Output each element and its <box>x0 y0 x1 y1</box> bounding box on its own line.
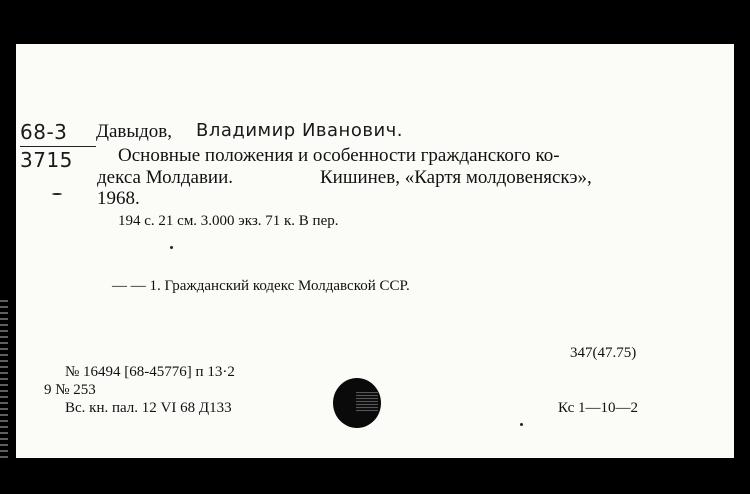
speck <box>52 193 62 195</box>
year: 1968. <box>97 188 140 209</box>
issue-number: 9 № 253 <box>44 382 96 398</box>
speck <box>170 246 173 249</box>
author-given-names-handwritten: Владимир Иванович. <box>196 120 403 141</box>
registration-line: Вс. кн. пал. 12 VI 68 Д133 <box>65 400 232 416</box>
record-number: № 16494 [68-45776] п 13·2 <box>65 364 235 380</box>
ink-blot-texture <box>356 392 378 412</box>
handwritten-shelfmark-2: 3715 <box>20 148 73 172</box>
author-surname: Давыдов, <box>96 121 173 142</box>
title-line-1: Основные положения и особенности гражданского ко- <box>118 145 560 166</box>
title-line-2: декса Молдавии. <box>97 167 234 188</box>
speck <box>520 423 523 426</box>
publisher: Кишинев, «Картя молдовеняскэ», <box>320 167 592 188</box>
shelfmark-divider <box>20 146 96 147</box>
handwritten-shelfmark-1: 68-3 <box>20 120 68 144</box>
subject-heading: — — 1. Гражданский кодекс Молдавской ССР. <box>112 278 410 294</box>
classification-code: 347(47.75) <box>570 345 637 361</box>
scan-edge <box>0 300 8 460</box>
print-code: Кс 1—10—2 <box>558 400 639 416</box>
collation: 194 с. 21 см. 3.000 экз. 71 к. В пер. <box>118 213 339 229</box>
